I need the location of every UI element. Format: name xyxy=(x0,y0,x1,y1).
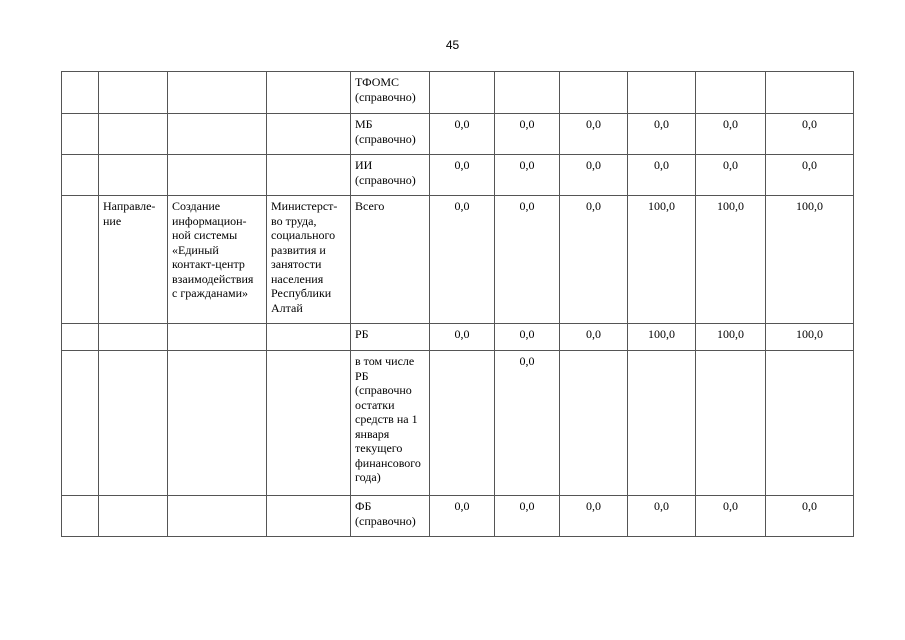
value-cell: 0,0 xyxy=(495,351,560,496)
value-cell xyxy=(696,351,766,496)
measure-name-cell xyxy=(168,155,267,196)
value-cell: 0,0 xyxy=(430,496,495,537)
value-cell: 0,0 xyxy=(560,324,628,351)
table-row xyxy=(62,196,854,324)
value-cell: 0,0 xyxy=(696,114,766,155)
value-cell: 0,0 xyxy=(430,155,495,196)
row-number-cell xyxy=(62,114,99,155)
type-cell: Направле- ние xyxy=(99,196,168,324)
executor-cell xyxy=(267,496,351,537)
row-number-cell xyxy=(62,155,99,196)
type-cell xyxy=(99,496,168,537)
executor-cell xyxy=(267,114,351,155)
measure-name-cell xyxy=(168,496,267,537)
value-cell xyxy=(766,351,854,496)
type-cell xyxy=(99,155,168,196)
row-number-cell xyxy=(62,196,99,324)
value-cell xyxy=(628,351,696,496)
value-cell: 0,0 xyxy=(766,496,854,537)
table-row xyxy=(62,351,854,496)
value-cell xyxy=(628,72,696,114)
table-row xyxy=(62,155,854,196)
value-cell: 0,0 xyxy=(628,114,696,155)
value-cell xyxy=(560,72,628,114)
value-cell: 0,0 xyxy=(495,196,560,324)
value-cell xyxy=(495,72,560,114)
measure-name-cell xyxy=(168,324,267,351)
value-cell xyxy=(696,72,766,114)
funding-source-cell: Всего xyxy=(351,196,430,324)
value-cell xyxy=(766,72,854,114)
funding-source-cell: ИИ (справочно) xyxy=(351,155,430,196)
value-cell: 0,0 xyxy=(766,114,854,155)
value-cell: 0,0 xyxy=(495,496,560,537)
value-cell: 0,0 xyxy=(560,496,628,537)
table-row xyxy=(62,324,854,351)
type-cell xyxy=(99,351,168,496)
row-number-cell xyxy=(62,351,99,496)
value-cell: 100,0 xyxy=(766,324,854,351)
value-cell xyxy=(560,351,628,496)
value-cell: 0,0 xyxy=(430,114,495,155)
measure-name-cell xyxy=(168,351,267,496)
value-cell xyxy=(430,72,495,114)
executor-cell: Министерст- во труда, социального развития и занятости населения Республики Алтай xyxy=(267,196,351,324)
value-cell: 0,0 xyxy=(696,155,766,196)
value-cell: 100,0 xyxy=(766,196,854,324)
value-cell: 0,0 xyxy=(766,155,854,196)
row-number-cell xyxy=(62,324,99,351)
value-cell: 100,0 xyxy=(628,196,696,324)
funding-source-cell: ФБ (справочно) xyxy=(351,496,430,537)
value-cell: 100,0 xyxy=(696,324,766,351)
table-row xyxy=(62,496,854,537)
table-row xyxy=(62,114,854,155)
value-cell: 100,0 xyxy=(628,324,696,351)
type-cell xyxy=(99,324,168,351)
page-number: 45 xyxy=(445,38,460,52)
value-cell: 0,0 xyxy=(628,496,696,537)
type-cell xyxy=(99,72,168,114)
value-cell: 0,0 xyxy=(560,196,628,324)
row-number-cell xyxy=(62,496,99,537)
type-cell xyxy=(99,114,168,155)
funding-source-cell: МБ (справочно) xyxy=(351,114,430,155)
value-cell: 0,0 xyxy=(560,114,628,155)
value-cell: 0,0 xyxy=(495,114,560,155)
value-cell: 100,0 xyxy=(696,196,766,324)
executor-cell xyxy=(267,72,351,114)
value-cell: 0,0 xyxy=(560,155,628,196)
executor-cell xyxy=(267,155,351,196)
value-cell: 0,0 xyxy=(696,496,766,537)
executor-cell xyxy=(267,351,351,496)
funding-source-cell: в том числе РБ (справочно остатки средств на 1 января текущего финансового года) xyxy=(351,351,430,496)
measure-name-cell xyxy=(168,114,267,155)
value-cell: 0,0 xyxy=(628,155,696,196)
measure-name-cell xyxy=(168,72,267,114)
value-cell: 0,0 xyxy=(495,155,560,196)
value-cell: 0,0 xyxy=(430,196,495,324)
value-cell: 0,0 xyxy=(430,324,495,351)
budget-table xyxy=(61,71,854,537)
funding-source-cell: ТФОМС (справочно) xyxy=(351,72,430,114)
measure-name-cell: Создание информацион- ной системы «Единый контакт-центр взаимодействия с гражданами» xyxy=(168,196,267,324)
value-cell: 0,0 xyxy=(495,324,560,351)
row-number-cell xyxy=(62,72,99,114)
funding-source-cell: РБ xyxy=(351,324,430,351)
executor-cell xyxy=(267,324,351,351)
table-row xyxy=(62,72,854,114)
value-cell xyxy=(430,351,495,496)
